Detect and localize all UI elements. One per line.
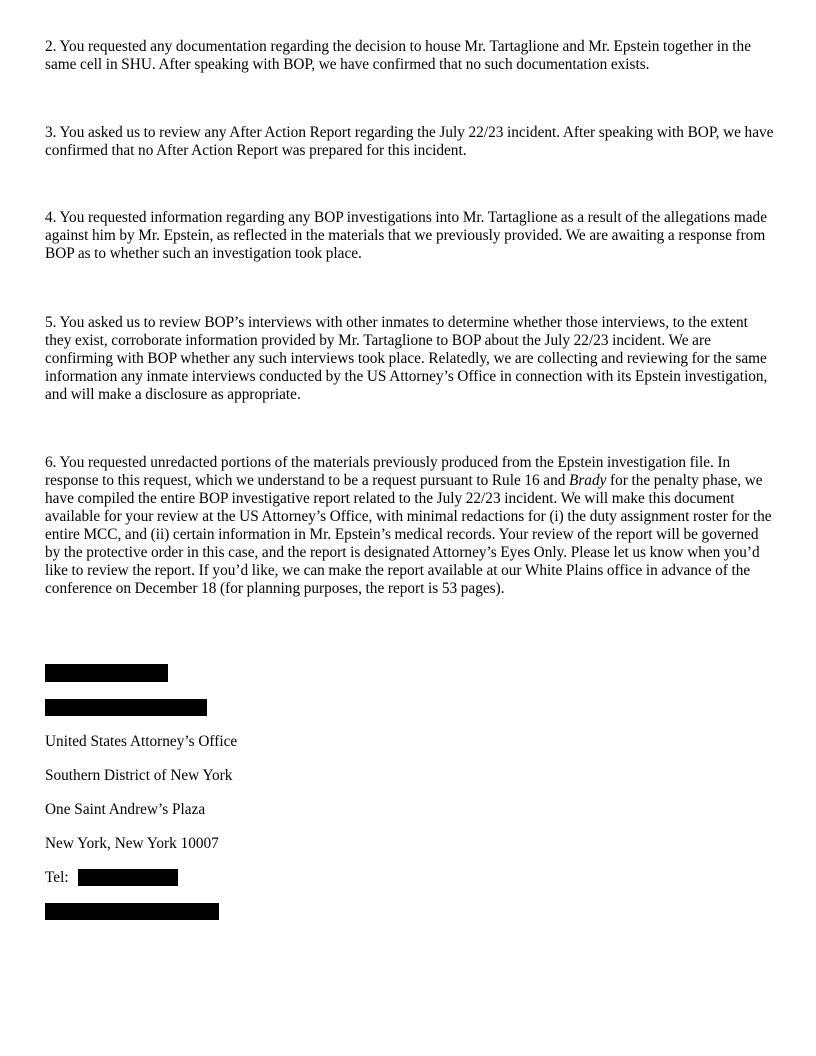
paragraph-item-5: 5. You asked us to review BOP’s interviews with other inmates to determine whether those interviews, to the extent they exist, corroborate information provided by Mr. Tartaglione to BOP about the July 22/23 incident. We are confirming with BOP whether any such interviews took place. Relatedly, we are collecting and reviewing for the same information any inmate interviews conducted by the US Attorney’s Office in connection with its Epstein investigation, and will make a disclosure as appropriate. [45,314,768,403]
paragraph-item-6 [45,454,777,598]
paragraph-item-3: 3. You asked us to review any After Action Report regarding the July 22/23 incident. After speaking with BOP, we have confirmed that no After Action Report was prepared for this incident. [45,124,774,159]
paragraph-item-4: 4. You requested information regarding any BOP investigations into Mr. Tartaglione as a result of the allegations made against him by Mr. Epstein, as reflected in the materials that we previously provided. We are awaiting a response from BOP as to whether such an investigation took place. [45,209,767,262]
signature-district: Southern District of New York [45,767,233,784]
paragraph-6-text-start: 6. You requested unredacted portions of the materials previously produced from the Epstein investigation file. In response to this request, which we understand to be a request pursuant to Rule 16 and [45,454,731,489]
paragraph-6-text-end: for the penalty phase, we have compiled the entire BOP investigative report related to the July 22/23 incident. We will make this document available for your review at the US Attorney’s Office, with minimal redactions for (i) the duty assignment roster for the entire MCC, and (ii) certain information in Mr. Epstein’s medical records. Your review of the report will be governed by the protective order in this case, and the report is designated Attorney’s Eyes Only. Please let us know when you’d like to review the report. If you’d like, we can make the report available at our White Plains office in advance of the conference on December 18 (for planning purposes, the report is 53 pages). [45,472,772,597]
signature-street: One Saint Andrew’s Plaza [45,801,206,818]
redacted-telephone-number [78,869,178,886]
signature-city: New York, New York 10007 [45,835,219,852]
redacted-email-address [45,903,219,920]
redacted-sender-name [45,664,168,682]
paragraph-item-2: 2. You requested any documentation regarding the decision to house Mr. Tartaglione and Mr. Epstein together in the same cell in SHU. After speaking with BOP, we have confirmed that no such documentation exists. [45,38,751,73]
signature-office: United States Attorney’s Office [45,733,238,750]
brady-citation: Brady [569,472,607,489]
signature-tel-label: Tel: [45,869,69,886]
redacted-sender-title [45,699,207,716]
